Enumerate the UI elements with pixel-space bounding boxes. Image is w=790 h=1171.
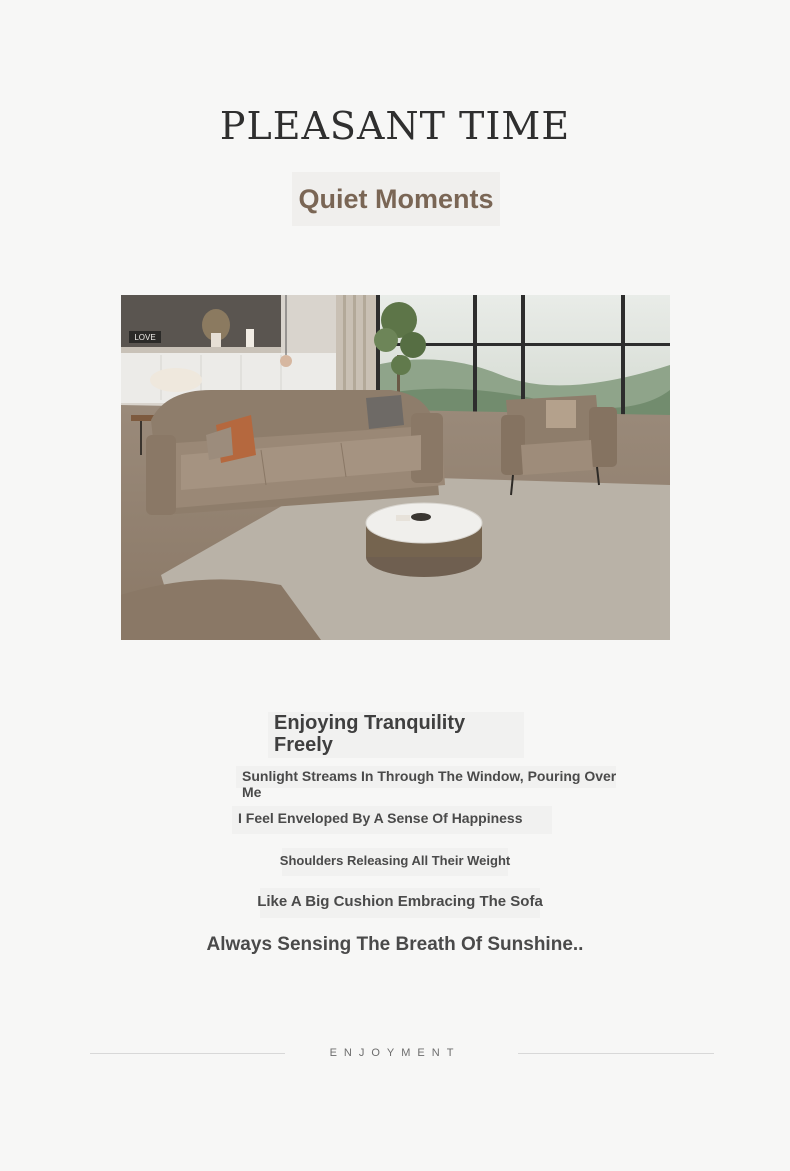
love-sign-text: LOVE: [134, 333, 156, 342]
poem-line-1: Sunlight Streams In Through The Window, Pouring Over Me: [242, 768, 617, 800]
poem-line-4: Like A Big Cushion Embracing The Sofa: [257, 893, 543, 910]
poem-line-5: Always Sensing The Breath Of Sunshine..: [206, 934, 584, 955]
poem-line-2: I Feel Enveloped By A Sense Of Happiness: [238, 810, 523, 826]
subtitle: Quiet Moments: [298, 183, 494, 214]
page-title: PLEASANT TIME: [219, 104, 571, 148]
subtitle-box: [292, 172, 500, 226]
right-divider: [518, 1053, 714, 1054]
footer-label: ENJOYMENT: [329, 1047, 461, 1059]
living-room-photo: [121, 295, 670, 640]
poem-heading: Enjoying Tranquility Freely: [274, 712, 466, 756]
poem-line-3: Shoulders Releasing All Their Weight: [279, 853, 511, 868]
